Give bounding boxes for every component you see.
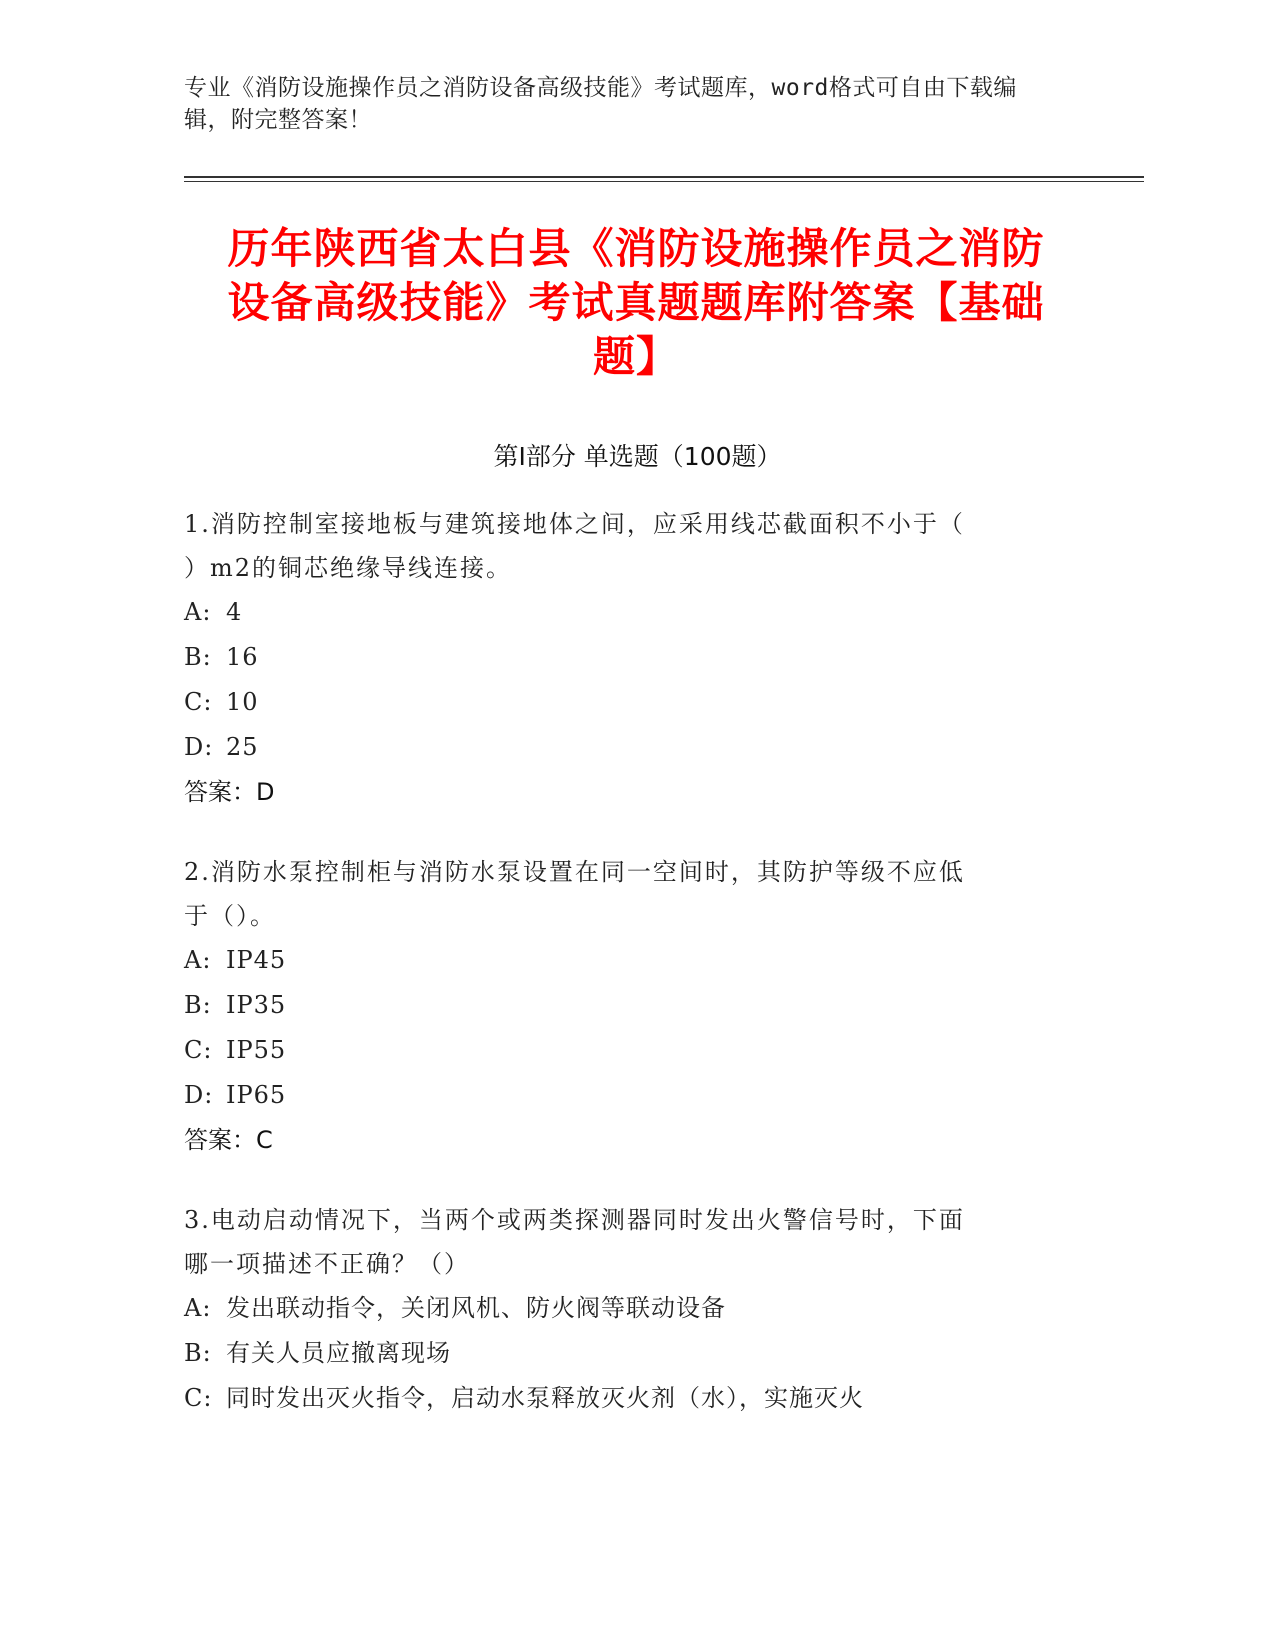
option-letter: B: <box>184 991 212 1019</box>
option-a <box>184 938 1064 983</box>
option-a <box>184 1286 1064 1331</box>
question-2 <box>184 850 1064 1163</box>
header-divider-thick <box>184 176 1144 178</box>
question-stem-line-1: 1.消防控制室接地板与建筑接地体之间，应采用线芯截面积不小于（ <box>184 510 965 538</box>
header-divider-thin <box>184 181 1144 182</box>
question-3 <box>184 1198 1064 1421</box>
option-text: IP65 <box>226 1081 287 1109</box>
option-letter: C: <box>184 688 213 716</box>
question-stem-line-1: 2.消防水泵控制柜与消防水泵设置在同一空间时，其防护等级不应低 <box>184 858 965 886</box>
question-stem-line-2: 哪一项描述不正确？（） <box>184 1250 470 1278</box>
option-letter: B: <box>184 1339 212 1367</box>
option-b <box>184 635 1064 680</box>
option-text: 有关人员应撤离现场 <box>226 1339 451 1367</box>
option-b <box>184 1331 1064 1376</box>
option-c <box>184 1376 1064 1421</box>
option-d <box>184 1073 1064 1118</box>
option-a <box>184 590 1064 635</box>
option-text: 同时发出灭火指令，启动水泵释放灭火剂（水），实施灭火 <box>226 1384 864 1412</box>
question-stem-line-2: ）m2的铜芯绝缘导线连接。 <box>184 554 513 582</box>
option-c <box>184 680 1064 725</box>
option-letter: C: <box>184 1036 213 1064</box>
option-letter: B: <box>184 643 212 671</box>
option-text: 4 <box>226 598 243 626</box>
option-text: IP55 <box>226 1036 287 1064</box>
option-b <box>184 983 1064 1028</box>
option-letter: A: <box>184 598 212 626</box>
question-stem-line-2: 于（）。 <box>184 902 276 930</box>
option-text: 10 <box>226 688 259 716</box>
option-text: 发出联动指令，关闭风机、防火阀等联动设备 <box>226 1294 726 1322</box>
option-d <box>184 725 1064 770</box>
option-letter: A: <box>184 946 212 974</box>
header-note-line-2: 辑，附完整答案！ <box>184 107 372 133</box>
document-title-line-2: 设备高级技能》考试真题题库附答案【基础 <box>227 278 1045 327</box>
option-text: 16 <box>226 643 259 671</box>
option-letter: D: <box>184 1081 214 1109</box>
question-1 <box>184 502 1064 815</box>
document-title-line-1: 历年陕西省太白县《消防设施操作员之消防 <box>227 224 1045 273</box>
option-text: IP45 <box>226 946 287 974</box>
document-title-line-3: 题】 <box>592 332 679 381</box>
option-letter: A: <box>184 1294 212 1322</box>
option-text: 25 <box>226 733 259 761</box>
section-heading: 第Ⅰ部分 单选题（100题） <box>493 442 782 471</box>
option-text: IP35 <box>226 991 287 1019</box>
option-letter: D: <box>184 733 214 761</box>
answer-label: 答案：D <box>184 778 275 806</box>
answer-label: 答案：C <box>184 1126 273 1154</box>
question-stem-line-1: 3.电动启动情况下，当两个或两类探测器同时发出火警信号时，下面 <box>184 1206 965 1234</box>
option-letter: C: <box>184 1384 213 1412</box>
header-note <box>184 72 1064 136</box>
document-title <box>196 222 1076 384</box>
header-note-line-1: 专业《消防设施操作员之消防设备高级技能》考试题库，word格式可自由下载编 <box>184 75 1017 101</box>
option-c <box>184 1028 1064 1073</box>
